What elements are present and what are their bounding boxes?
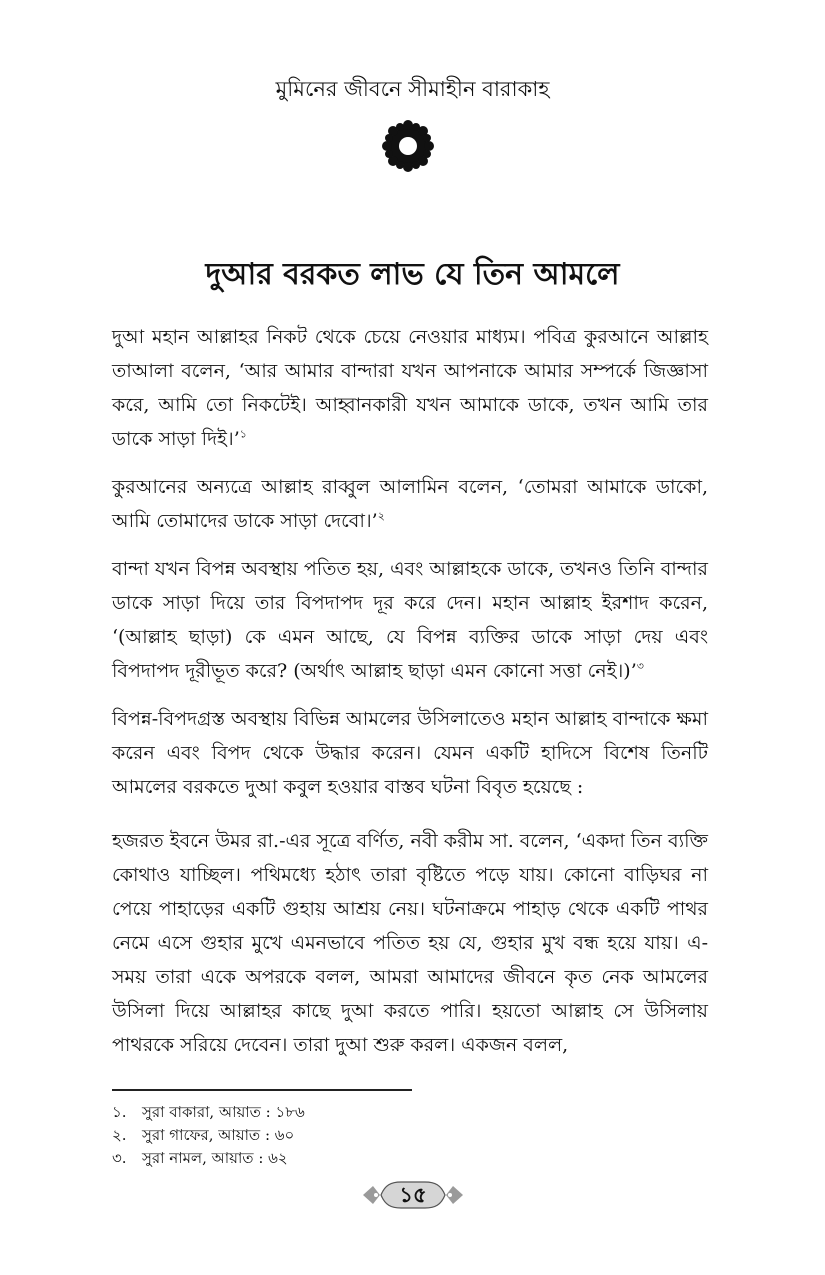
footnote-text: সুরা গাফের, আয়াত : ৬০ bbox=[142, 1126, 295, 1144]
paragraph-4-text: বিপন্ন-বিপদগ্রস্ত অবস্থায় বিভিন্ন আমলের উসিলাতেও মহান আল্লাহ বান্দাকে ক্ষমা করেন এবং বিপদ থেকে উদ্ধার করেন। যেমন একটি হাদিসে বিশেষ তিনটি আমলের বরকতে দুআ কবুল হওয়ার বাস্তব ঘটনা বিবৃত হয়েছে : bbox=[112, 708, 708, 798]
footnote-number: ১. bbox=[112, 1103, 127, 1121]
flower-ornament-icon bbox=[382, 120, 434, 172]
paragraph-5 bbox=[112, 824, 708, 1062]
footnote-text: সুরা বাকারা, আয়াত : ১৮৬ bbox=[142, 1103, 305, 1121]
footnote-number: ৩. bbox=[112, 1149, 127, 1167]
paragraph-2 bbox=[112, 470, 708, 538]
footnote-ref-3: ৩ bbox=[636, 659, 644, 673]
footnote-number: ২. bbox=[112, 1126, 127, 1144]
chapter-title: দুআর বরকত লাভ যে তিন আমলে bbox=[205, 257, 620, 292]
paragraph-5-text: হজরত ইবনে উমর রা.-এর সূত্রে বর্ণিত, নবী করীম সা. বলেন, ‘একদা তিন ব্যক্তি কোথাও যাচ্ছিল। পথিমধ্যে হঠাৎ তারা বৃষ্টিতে পড়ে যায়। কোনো বাড়িঘর না পেয়ে পাহাড়ের একটি গুহায় আশ্রয় নেয়। ঘটনাক্রমে পাহাড় থেকে একটি পাথর নেমে এসে গুহার মুখে এমনভাবে পতিত হয় যে, গুহার মুখ বন্ধ হয়ে যায়। এ-সময় তারা একে অপরকে বলল, আমরা আমাদের জীবনে কৃত নেক আমলের উসিলা দিয়ে আল্লাহর কাছে দুআ করতে পারি। হয়তো আল্লাহ সে উসিলায় পাথরকে সরিয়ে দেবেন। তারা দুআ শুরু করল। একজন বলল, bbox=[112, 830, 708, 1056]
footnote-ref-2: ২ bbox=[377, 509, 385, 523]
running-head: মুমিনের জীবনে সীমাহীন বারাকাহ bbox=[275, 77, 550, 101]
body-text bbox=[112, 320, 708, 1076]
paragraph-1-text: দুআ মহান আল্লাহর নিকট থেকে চেয়ে নেওয়ার মাধ্যম। পবিত্র কুরআনে আল্লাহ তাআলা বলেন, ‘আর আমার বান্দারা যখন আপনাকে আমার সম্পর্কে জিজ্ঞাসা করে, আমি তো নিকটেই। আহ্বানকারী যখন আমাকে ডাকে, তখন আমি তার ডাকে সাড়া দিই।’ bbox=[112, 326, 708, 450]
paragraph-3 bbox=[112, 552, 708, 688]
footnote-1 bbox=[112, 1101, 708, 1124]
footnote-3 bbox=[112, 1147, 708, 1170]
paragraph-4 bbox=[112, 702, 708, 804]
paragraph-3-text: বান্দা যখন বিপন্ন অবস্থায় পতিত হয়, এবং আল্লাহকে ডাকে, তখনও তিনি বান্দার ডাকে সাড়া দিয়ে তার বিপদাপদ দূর করে দেন। মহান আল্লাহ ইরশাদ করেন, ‘(আল্লাহ ছাড়া) কে এমন আছে, যে বিপন্ন ব্যক্তির ডাকে সাড়া দেয় এবং বিপদাপদ দূরীভূত করে? (অর্থাৎ আল্লাহ ছাড়া এমন কোনো সত্তা নেই।)’ bbox=[112, 558, 708, 682]
footnote-divider bbox=[112, 1089, 412, 1091]
paragraph-1 bbox=[112, 320, 708, 456]
page-number-badge bbox=[361, 1176, 465, 1214]
paragraph-2-text: কুরআনের অন্যত্রে আল্লাহ রাব্বুল আলামিন বলেন, ‘তোমরা আমাকে ডাকো, আমি তোমাদের ডাকে সাড়া দেবো।’ bbox=[112, 476, 708, 532]
footnote-ref-1: ১ bbox=[239, 427, 247, 441]
footnote-2 bbox=[112, 1124, 708, 1147]
footnote-text: সুরা নামল, আয়াত : ৬২ bbox=[142, 1149, 288, 1167]
page-number: ১৫ bbox=[399, 1182, 427, 1207]
footnotes-list bbox=[112, 1101, 708, 1170]
